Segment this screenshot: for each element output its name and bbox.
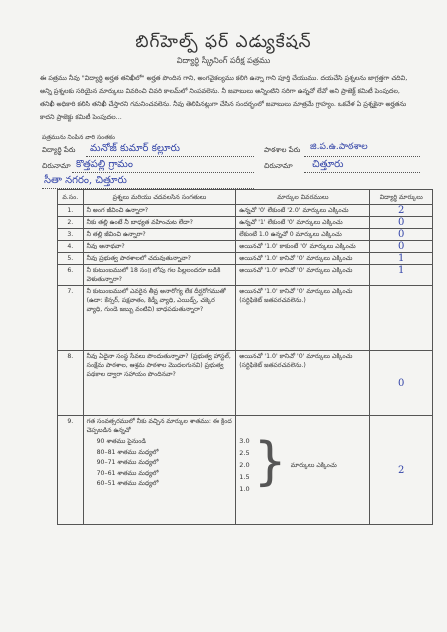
row-marks[interactable]: 0 (370, 351, 433, 416)
row-number: 5. (58, 253, 84, 265)
row-rule: అయినచో '1.0' కానిచో '0' మార్కులు ఎక్కించు (సర్టిఫికెట్ జతపరచవలెను.) (236, 286, 370, 351)
row-number: 8. (58, 351, 84, 416)
row-marks[interactable]: 0 (370, 217, 433, 229)
row-rule: లేకుంటే 1.0 ఉన్నచో 0 మార్కులు ఎక్కించు (236, 229, 370, 241)
school-name-line (304, 156, 420, 157)
table-row (58, 241, 433, 253)
grade-point: 2.0 (239, 461, 250, 469)
grade-note: మార్కులు ఎక్కించు (290, 462, 337, 469)
form-subtitle: విద్యార్థి స్క్రీనింగ్ పరీక్ష పత్రము (176, 56, 271, 65)
table-row (58, 351, 433, 416)
row-number: 4. (58, 241, 84, 253)
row-number: 3. (58, 229, 84, 241)
grade-band: 80–81 శాతము మధ్యలో (96, 448, 159, 456)
row-marks[interactable]: 0 (370, 241, 433, 253)
row-number: 6. (58, 265, 84, 286)
row-rule: ఉన్నచో '0' లేకుంటే '2.0' మార్కులు ఎక్కించు (236, 205, 370, 217)
table-row (58, 229, 433, 241)
row-question: నీవు అనాథవా? (83, 241, 236, 253)
address2-label: చిరునామా (264, 162, 293, 170)
filler-signature-label: పత్రమును నింపిన వారి సంతకం (42, 134, 116, 141)
brace-icon: } (253, 432, 287, 492)
student-name-label: విద్యార్థి పేరు (42, 146, 76, 154)
grade-point: 1.5 (239, 473, 250, 481)
col-marks-header: విద్యార్థి మార్కులు (370, 190, 433, 205)
row-marks[interactable]: 2 (370, 416, 433, 525)
row-question: నీకు తల్లి ఉంటే నీ బాధ్యత వహించుట లేదా? (83, 217, 236, 229)
row-question: నీవు ఏదైనా సంస్థ సేవలు పొందుతున్నావా? (ప్రభుత్వ హాస్టల్, సంక్షేమ పాఠశాల, ఆశ్రమ పాఠశాల మొదలగునవి) ప్రభుత్వ పథకాల ద్వారా సహాయం పొందినవా? (83, 351, 236, 416)
address2-value[interactable]: చిత్తూరు (312, 159, 344, 170)
address3-value[interactable]: సీతా నగరం, చిత్తూరు (44, 175, 127, 186)
row-rule: అయినచో '1.0' కానిచో '0' మార్కులు ఎక్కించు (236, 253, 370, 265)
screening-questions-table (57, 189, 433, 525)
row-marks[interactable]: 1 (370, 265, 433, 286)
grade-point: 2.5 (239, 449, 250, 457)
grade-band: 90–71 శాతము మధ్యలో (96, 459, 159, 466)
grade-points-list (239, 435, 249, 495)
instructions-paragraph: ఈ పత్రము నీవు "విద్యార్థి అర్హత తనిఖీలో" అర్హత పొందిన గాని, అంగవైకల్యము కలిగి ఉన్నా గాని పూర్తి చేయుము. దయచేసి ప్రశ్నలను జాగ్రత్తగా చదివి, అన్ని ప్రశ్నలకు సరియైన మార్కులు వివరించి చివరి కాలమ్‌లో నింపవలెను. నీ జవాబులు అన్నింటిని సరిగా ఉన్నవో లేవో అని ప్రాజెక్ట్ కమిటీ పెంపుదల, తనిఖీ అధికారి కలిసి తనిఖీ చేస్తారని గమనించవలెను. నీవు తెలిపినట్లుగా చేసిన సందర్భంలో జవాబులు మాత్రమే గ్రాహ్యం. ఒకవేళ ఏ ప్రశ్నకైనా అర్హతను కాదని ప్రాజెక్టు కమిటీ పెంపుదల... (40, 74, 408, 121)
grade-point: 3.0 (239, 437, 250, 445)
table-header-row (58, 190, 433, 205)
row-question: నీ అంగ జీవించి ఉన్నారా? (83, 205, 236, 217)
row-marks[interactable] (370, 286, 433, 351)
student-name-value[interactable]: మనోజ్ కుమార్ కల్లూరు (90, 143, 181, 154)
address-value[interactable]: కొత్తపల్లి గ్రామం (76, 159, 133, 170)
address-label: చిరునామా (42, 162, 71, 170)
row-rule: అయినచో '1.0' కాకుంటే '0' మార్కులు ఎక్కించు (236, 241, 370, 253)
table-row (58, 286, 433, 351)
row-question: నీవు ప్రభుత్వ పాఠశాలలో చదువుతున్నావా? (83, 253, 236, 265)
school-name-label: పాఠశాల పేరు (264, 146, 301, 154)
row-marks[interactable]: 1 (370, 253, 433, 265)
grade-band: 90 శాతము పైనుండి (96, 438, 146, 445)
row-question: నీ కుటుంబములో 18 సం॥ లోపు గల పిల్లలందరూ బడికి వెళుతున్నారా? (83, 265, 236, 286)
table-row (58, 253, 433, 265)
col-rule-header: మార్కుల వివరములు (236, 190, 370, 205)
row-rule: ఉన్నచో '1' లేకుంటే '0' మార్కులు ఎక్కించు (236, 217, 370, 229)
row-rule-grades (236, 416, 370, 525)
row-question-grades (83, 416, 236, 525)
form-title: బిగ్‌హెల్ప్ ఫర్ ఎడ్యుకేషన్ (135, 32, 312, 52)
row-question: నీ తల్లి జీవించి ఉన్నారా? (83, 229, 236, 241)
school-name-value[interactable]: జి.ప.ఉ.పాఠశాల (310, 142, 368, 152)
grade-band: 70–61 శాతము మధ్యలో (96, 469, 159, 477)
row-number: 7. (58, 286, 84, 351)
row-rule: అయినచో '1.0' కానిచో '0' మార్కులు ఎక్కించు (సర్టిఫికెట్ జతపరచవలెను.) (236, 351, 370, 416)
row-rule: అయినచో '1.0' కానిచో '0' మార్కులు ఎక్కించు (236, 265, 370, 286)
row-question: నీ కుటుంబములో ఎవరైన తీవ్ర అనారోగ్య లేక దీర్ఘరోగముతో (ఉదా: కేన్సర్, పక్షవాతం, కిడ్నీ వ్యాధి, ఎయిడ్స్, చక్కెర వ్యాధి, గుండె జబ్బు వంటివి) బాధపడుతున్నారా? (83, 286, 236, 351)
col-number-header: వ.సం. (58, 190, 84, 205)
address-line (72, 172, 254, 173)
student-name-line (86, 156, 254, 157)
table-row (58, 265, 433, 286)
grade-point: 1.0 (239, 485, 250, 493)
table-row (58, 217, 433, 229)
row-question: గత సంవత్సరములో నీకు వచ్చిన మార్కుల శాతము: ఈ క్రింద చెప్పబడిన ఉన్నచో (86, 418, 232, 434)
grade-bands-list (97, 437, 233, 490)
row-number: 2. (58, 217, 84, 229)
grade-band: 60–51 శాతము మధ్యలో (96, 480, 159, 487)
address2-line (304, 172, 420, 173)
col-question-header: ప్రశ్నలు మరియు చదవలసిన సంగతులు (83, 190, 236, 205)
row-number: 9. (58, 416, 84, 525)
table-row (58, 416, 433, 525)
table-row (58, 205, 433, 217)
row-marks[interactable]: 0 (370, 229, 433, 241)
row-marks[interactable]: 2 (370, 205, 433, 217)
row-number: 1. (58, 205, 84, 217)
